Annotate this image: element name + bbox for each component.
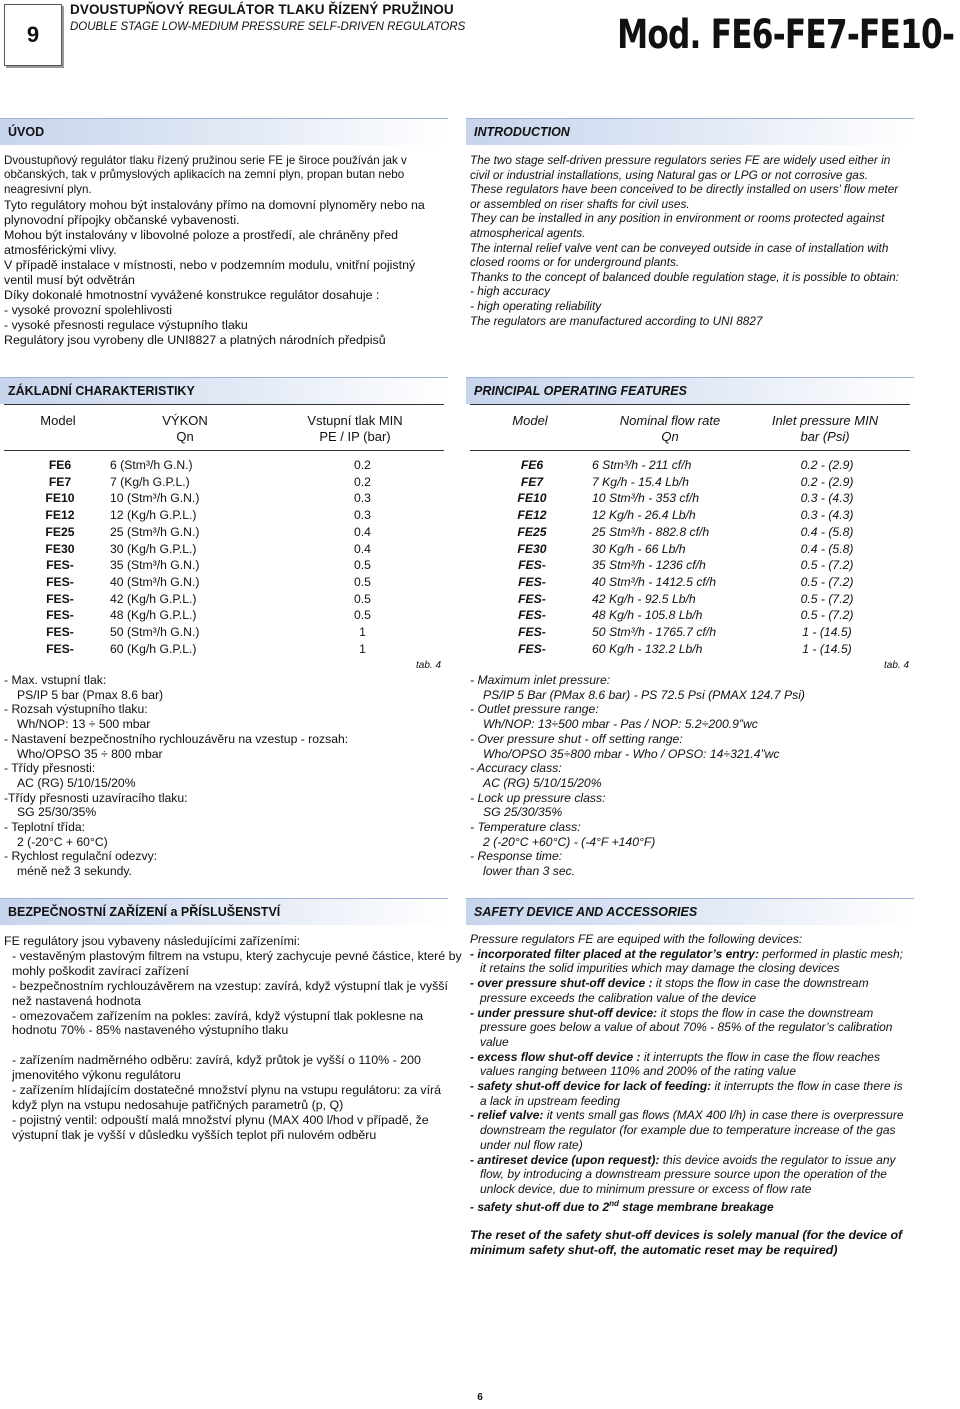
safety-item xyxy=(470,1153,910,1197)
cell-model: FE25 xyxy=(45,524,75,539)
spec-line: SG 25/30/35% xyxy=(483,805,563,820)
col-header-flow: VÝKON Qn xyxy=(162,413,208,444)
cell-flow: 50 (Stm³/h G.N.) xyxy=(110,625,200,640)
spec-line: - Rychlost regulační odezvy: xyxy=(4,849,158,864)
safety-item-label: - excess flow shut-off device : xyxy=(470,1049,641,1064)
section-heading-safety-en: SAFETY DEVICE AND ACCESSORIES xyxy=(466,898,914,925)
spec-line: Who/OPSO 35 ÷ 800 mbar xyxy=(17,746,163,761)
cell-model: FE30 xyxy=(45,541,75,556)
spec-line: - Max. vstupní tlak: xyxy=(4,673,107,687)
cell-pressure: 0.3 - (4.3) xyxy=(800,508,854,523)
cell-model: FES- xyxy=(46,641,74,656)
cell-model: FE6 xyxy=(520,458,544,472)
safety-item-label: - over pressure shut-off device : xyxy=(470,976,653,991)
intro-text-en: The two stage self-driven pressure regulators series FE are widely used either in civil or industrial installations, using Natural gas or LPG or not corrosive gas. These regulators have been conceived to be directly installed on users’ flow meter or assembled on riser shafts for civil uses. They can be installed in any position in environment or rooms protected against atmospherical agents. The internal relief valve vent can be conveyed outside in case of installation with closed rooms or for underground plants. Thanks to the concept of balanced double regulation stage, it is possible to obtain: - high accuracy - high operating reliability The regulators are manufactured according to UNI 8827 xyxy=(470,153,899,328)
section-heading-features-en: PRINCIPAL OPERATING FEATURES xyxy=(466,377,914,404)
spec-line: 2 (-20°C +60°C) - (-4°F +140°F) xyxy=(483,834,656,849)
cell-flow: 6 (Stm³/h G.N.) xyxy=(110,458,193,472)
cell-model: FE6 xyxy=(48,458,72,472)
spec-line: PS/IP 5 bar (Pmax 8.6 bar) xyxy=(17,687,164,702)
table-row xyxy=(472,574,912,591)
cell-flow: 7 (Kg/h G.P.L.) xyxy=(110,474,190,489)
reset-note: The reset of the safety shut-off devices is solely manual (for the device of minimum safety shut-off, the automatic reset may be required) xyxy=(470,1228,903,1257)
col-header-flow-en: Nominal flow rate Qn xyxy=(619,413,721,444)
cell-flow: 25 Stm³/h - 882.8 cf/h xyxy=(592,524,710,539)
features-table-en xyxy=(472,457,912,657)
header-title-en: DOUBLE STAGE LOW-MEDIUM PRESSURE SELF-DRIVEN REGULATORS xyxy=(70,21,466,33)
spec-line: Wh/NOP: 13÷500 mbar - Pas / NOP: 5.2÷200.9”wc xyxy=(483,717,758,732)
cell-pressure: 1 - (14.5) xyxy=(802,641,852,656)
table-row xyxy=(472,490,912,507)
section-heading-intro-en: INTRODUCTION xyxy=(466,118,914,145)
safety-item: - zařízením nadměrného odběru: zavírá, když průtok je vyšší o 110% - 200 jmenovitého výkonu regulátoru xyxy=(12,1053,421,1083)
spacer xyxy=(4,1038,464,1053)
safety-item: - vestavěným plastovým filtrem na vstupu, který zachycuje pevné částice, které by mohly poškodit zavírací zařízení xyxy=(12,948,462,978)
spec-line: Who/OPSO 35÷800 mbar - Who / OPSO: 14÷321.4”wc xyxy=(483,746,780,761)
cell-model: FES- xyxy=(518,558,546,573)
spec-line: - Nastavení bezpečnostního rychlouzávěru na vzestup - rozsah: xyxy=(4,731,349,746)
spec-line: - Accuracy class: xyxy=(470,761,562,776)
safety-item-label: stage membrane breakage xyxy=(618,1199,774,1214)
safety-item: - pojistný ventil: odpouští malá množství plynu (MAX 400 l/hod v případě, že výstupní tlak je vyšší v důsledku vyšších teplot při nulovém odběru xyxy=(12,1112,429,1142)
table-note: tab. 4 xyxy=(416,660,442,671)
spec-line: - Response time: xyxy=(470,849,563,864)
table-row xyxy=(10,591,450,608)
cell-pressure: 0.5 - (7.2) xyxy=(800,591,854,606)
safety-item-text: it vents small gas flows (MAX 400 l/h) in case there is overpressure downstream the regulator (for example due to temperature increase of the gas under nul flow rate) xyxy=(480,1108,904,1152)
table-note-en: tab. 4 xyxy=(884,660,910,671)
safety-item-label: - safety shut-off due to 2 xyxy=(470,1199,610,1214)
safety-item-text: it interrupts the flow in case there is a lack in upstream feeding xyxy=(480,1079,903,1108)
cell-flow: 60 (Kg/h G.P.L.) xyxy=(110,641,197,656)
spec-line: - Over pressure shut - off setting range: xyxy=(470,731,683,746)
safety-item xyxy=(470,1197,910,1215)
table-row xyxy=(10,574,450,591)
spec-line: -Třídy přesnosti uzavíracího tlaku: xyxy=(4,790,188,805)
cell-model: FES- xyxy=(518,574,546,589)
cell-model: FE10 xyxy=(45,491,75,506)
cell-flow: 42 Kg/h - 92.5 Lb/h xyxy=(592,591,696,606)
page-number: 9 xyxy=(26,22,40,47)
cell-model: FE7 xyxy=(48,474,72,489)
safety-text-cs xyxy=(4,934,464,1143)
table-row xyxy=(472,541,912,558)
table-row xyxy=(472,557,912,574)
spec-line: 2 (-20°C + 60°C) xyxy=(17,834,108,849)
intro-text-cs-2: Tyto regulátory mohou být instalovány přímo na domovní plynoměry nebo na plynovodní přípojky občanské vybavenosti. Mohou být instalovány v libovolné poloze a prostředí, ale chráněny před atmosférickými vlivy. V případě instalace v místnosti, nebo v podzemním modulu, vnitřní pojistný ventil musí být odvětrán Díky dokonalé hmotnostní vyvážené konstrukce regulátor dosahuje : - vysoké provozní spolehlivosti - vysoké přesnosti regulace výstupního tlaku Regulátory jsou vyrobeny dle UNI8827 a platných národních předpisů xyxy=(4,198,425,347)
cell-model: FES- xyxy=(46,574,74,589)
cell-pressure: 0.5 xyxy=(354,591,371,606)
cell-flow: 40 (Stm³/h G.N.) xyxy=(110,574,200,589)
table-row xyxy=(10,524,450,541)
safety-item-label: - antireset device (upon request): xyxy=(470,1152,660,1167)
section-heading-intro-cs: ÚVOD xyxy=(0,118,448,145)
cell-model: FES- xyxy=(518,625,546,640)
cell-flow: 12 Kg/h - 26.4 Lb/h xyxy=(592,508,696,523)
cell-pressure: 0.5 xyxy=(354,608,371,623)
safety-item-text: this device avoids the regulator to issue any flow, by introducing a downstream pressure source upon the operation of the unlock device, due to minimum pressure or excess of flow rate xyxy=(480,1152,896,1196)
section-heading-safety-cs: BEZPEČNOSTNÍ ZAŘÍZENÍ a PŘÍSLUŠENSTVÍ xyxy=(0,898,448,925)
cell-flow: 6 Stm³/h - 211 cf/h xyxy=(592,458,692,472)
cell-flow: 10 (Stm³/h G.N.) xyxy=(110,491,200,506)
cell-pressure: 0.5 xyxy=(354,574,371,589)
safety-item-label: - under pressure shut-off device: xyxy=(470,1005,658,1020)
cell-flow: 48 (Kg/h G.P.L.) xyxy=(110,608,197,623)
safety-intro: Pressure regulators FE are equiped with the following devices: xyxy=(470,932,803,946)
superscript: nd xyxy=(609,1198,619,1208)
cell-model: FES- xyxy=(46,591,74,606)
cell-flow: 12 (Kg/h G.P.L.) xyxy=(110,508,197,523)
safety-item xyxy=(470,1050,910,1079)
features-table-cs xyxy=(10,457,450,657)
cell-flow: 25 (Stm³/h G.N.) xyxy=(110,524,200,539)
col-header-pressure: Vstupní tlak MIN PE / IP (bar) xyxy=(307,413,403,444)
safety-text-en xyxy=(470,932,910,1214)
cell-flow: 35 (Stm³/h G.N.) xyxy=(110,558,200,573)
safety-item-label: - safety shut-off device for lack of feeding: xyxy=(470,1079,712,1094)
spec-line: AC (RG) 5/10/15/20% xyxy=(17,775,136,790)
cell-model: FES- xyxy=(46,625,74,640)
safety-item: - zařízením hlídajícím dostatečné množství plynu na vstupu regulátoru: za vírá když plyn na vstupu nedosahuje patřičných parametrů (p, Q) xyxy=(12,1083,442,1113)
table-row xyxy=(472,641,912,658)
specs-list-en xyxy=(470,673,910,879)
safety-item-label: - incorporated filter placed at the regulator’s entry: xyxy=(470,946,759,961)
col-header-model: Model xyxy=(40,413,76,428)
cell-pressure: 0.2 xyxy=(354,474,371,489)
cell-model: FE30 xyxy=(517,541,547,556)
cell-flow: 35 Stm³/h - 1236 cf/h xyxy=(592,558,706,573)
col-header-pressure-en: Inlet pressure MIN bar (Psi) xyxy=(771,413,879,444)
cell-flow: 42 (Kg/h G.P.L.) xyxy=(110,591,197,606)
cell-model: FES- xyxy=(46,608,74,623)
intro-text-cs: Dvoustupňový regulátor tlaku řízený pružinou serie FE je široce používán jak v občanských, tak v průmyslových aplikacích na zemní plyn, propan butan nebo neagresivní plyn. xyxy=(4,154,407,196)
table-row xyxy=(10,624,450,641)
col-header-model-en: Model xyxy=(512,413,548,428)
cell-pressure: 0.3 - (4.3) xyxy=(800,491,854,506)
cell-pressure: 0.5 - (7.2) xyxy=(800,608,854,623)
cell-pressure: 0.5 - (7.2) xyxy=(800,558,854,573)
spec-line: - Rozsah výstupního tlaku: xyxy=(4,702,148,717)
safety-item-text: performed in plastic mesh; it retains the solid impurities which may damage the closing devices xyxy=(480,946,904,976)
cell-pressure: 0.4 - (5.8) xyxy=(800,524,854,539)
safety-item xyxy=(470,976,910,1005)
safety-item xyxy=(470,947,910,976)
table-rule xyxy=(470,450,910,451)
spec-line: - Maximum inlet pressure: xyxy=(470,673,611,687)
cell-model: FE12 xyxy=(517,508,547,523)
spec-line: - Outlet pressure range: xyxy=(470,702,599,717)
table-row xyxy=(472,524,912,541)
cell-model: FES- xyxy=(518,608,546,623)
cell-model: FES- xyxy=(518,591,546,606)
header-title-cs: DVOUSTUPŇOVÝ REGULÁTOR TLAKU ŘÍZENÝ PRUŽINOU xyxy=(70,2,454,17)
table-row xyxy=(10,557,450,574)
safety-item-label: - relief valve: xyxy=(470,1108,544,1123)
table-row xyxy=(472,624,912,641)
cell-pressure: 0.4 - (5.8) xyxy=(800,541,854,556)
table-row xyxy=(10,541,450,558)
table-row xyxy=(10,607,450,624)
section-heading-features-cs: ZÁKLADNÍ CHARAKTERISTIKY xyxy=(0,377,448,404)
cell-flow: 7 Kg/h - 15.4 Lb/h xyxy=(592,474,689,489)
spec-line: SG 25/30/35% xyxy=(17,805,97,820)
table-row xyxy=(10,507,450,524)
table-row xyxy=(10,457,450,474)
cell-flow: 30 (Kg/h G.P.L.) xyxy=(110,541,197,556)
cell-model: FES- xyxy=(46,558,74,573)
spec-line: - Teplotní třída: xyxy=(4,820,86,835)
cell-pressure: 1 - (14.5) xyxy=(802,625,852,640)
table-row xyxy=(472,607,912,624)
table-row xyxy=(472,507,912,524)
table-row xyxy=(10,474,450,491)
cell-pressure: 0.3 xyxy=(354,508,371,523)
spec-line: - Temperature class: xyxy=(470,820,581,835)
cell-pressure: 1 xyxy=(359,625,366,640)
safety-item xyxy=(470,1006,910,1050)
cell-pressure: 0.4 xyxy=(354,541,371,556)
table-row xyxy=(472,474,912,491)
spec-line: - Třídy přesnosti: xyxy=(4,761,96,776)
cell-pressure: 0.5 - (7.2) xyxy=(800,574,854,589)
page-number-box xyxy=(4,4,62,66)
spec-line: Wh/NOP: 13 ÷ 500 mbar xyxy=(17,717,151,732)
cell-pressure: 0.3 xyxy=(354,491,371,506)
cell-pressure: 1 xyxy=(359,641,366,656)
cell-pressure: 0.5 xyxy=(354,558,371,573)
safety-item-text: it stops the flow in case the downstream pressure goes below a value of about 70% - 85% of the regulator’s calibration value xyxy=(480,1005,893,1049)
model-title: Mod. FE6-FE7-FE10- xyxy=(616,12,954,58)
table-rule xyxy=(470,404,910,405)
spec-line: AC (RG) 5/10/15/20% xyxy=(483,775,602,790)
table-row xyxy=(10,641,450,658)
safety-item xyxy=(470,1079,910,1108)
cell-pressure: 0.2 - (2.9) xyxy=(800,474,854,489)
specs-list-cs xyxy=(4,673,444,879)
cell-flow: 30 Kg/h - 66 Lb/h xyxy=(592,541,686,556)
safety-intro: FE regulátory jsou vybaveny následujícími zařízeními: xyxy=(4,934,301,948)
cell-flow: 48 Kg/h - 105.8 Lb/h xyxy=(592,608,703,623)
table-row xyxy=(10,490,450,507)
footer-page-number: 6 xyxy=(477,1392,483,1403)
table-rule xyxy=(4,404,444,405)
cell-flow: 50 Stm³/h - 1765.7 cf/h xyxy=(592,625,716,640)
cell-flow: 60 Kg/h - 132.2 Lb/h xyxy=(592,641,703,656)
safety-item: - omezovačem zařízením na pokles: zavírá, když výstupní tlak poklesne na hodnotu 70% - 85% nastaveného výstupního tlaku xyxy=(12,1008,424,1038)
spec-line: - Lock up pressure class: xyxy=(470,790,606,805)
safety-item-text: it stops the flow in case the downstream pressure exceeds the calibration value of the device xyxy=(480,976,869,1005)
spec-line: méně než 3 sekundy. xyxy=(17,864,132,879)
spec-line: lower than 3 sec. xyxy=(483,864,576,879)
cell-model: FE12 xyxy=(45,508,75,523)
safety-item-text: it interrupts the flow in case the flow reaches values ranging between 110% and 200% of the rating value xyxy=(480,1049,880,1079)
table-rule xyxy=(4,450,444,451)
cell-model: FE25 xyxy=(517,524,547,539)
cell-pressure: 0.4 xyxy=(354,524,371,539)
table-row xyxy=(472,457,912,474)
cell-model: FE7 xyxy=(520,474,544,489)
cell-model: FE10 xyxy=(517,491,547,506)
cell-flow: 40 Stm³/h - 1412.5 cf/h xyxy=(592,574,716,589)
safety-item xyxy=(470,1108,910,1152)
table-row xyxy=(472,591,912,608)
cell-flow: 10 Stm³/h - 353 cf/h xyxy=(592,491,700,506)
cell-model: FES- xyxy=(518,641,546,656)
spec-line: PS/IP 5 Bar (PMax 8.6 bar) - PS 72.5 Psi (PMAX 124.7 Psi) xyxy=(483,687,805,702)
cell-pressure: 0.2 - (2.9) xyxy=(800,458,854,472)
cell-pressure: 0.2 xyxy=(354,458,371,472)
safety-item: - bezpečnostním rychlouzávěrem na vzestup: zavírá, když výstupní tlak je vyšší než nastavená hodnota xyxy=(12,978,448,1008)
